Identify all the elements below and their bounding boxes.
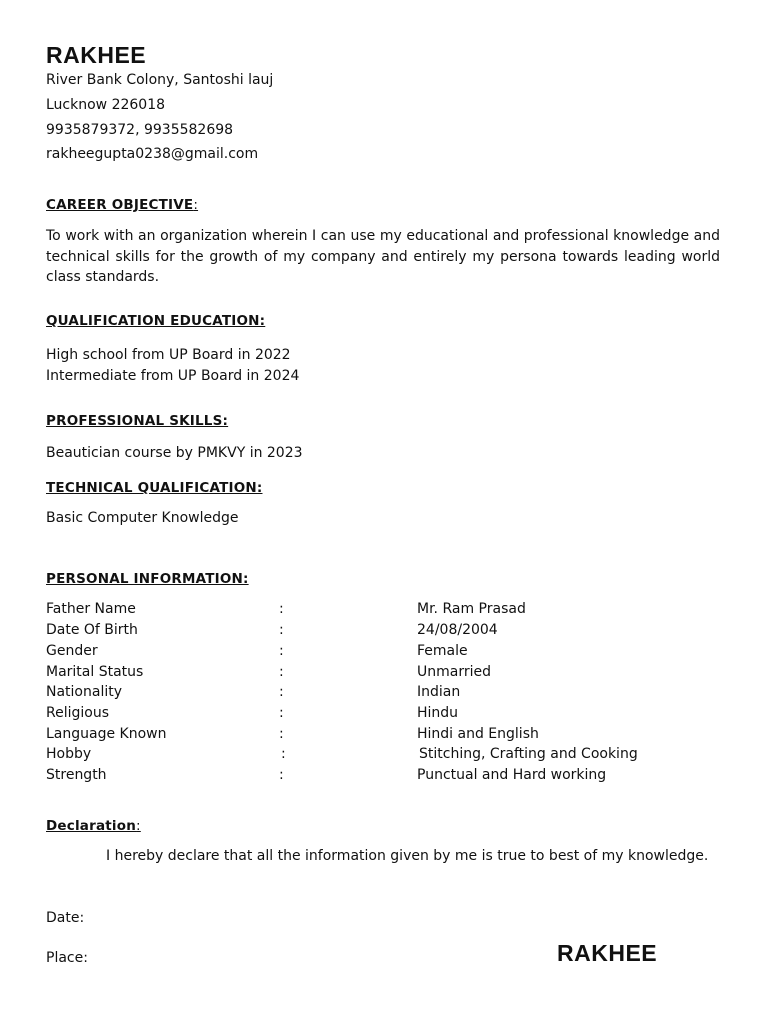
row-value: Mr. Ram Prasad — [417, 601, 526, 617]
technical-qualification-text: Basic Computer Knowledge — [46, 510, 239, 526]
row-value: 24/08/2004 — [417, 622, 498, 638]
date-label: Date: — [46, 910, 85, 926]
professional-skills-text: Beautician course by PMKVY in 2023 — [46, 445, 303, 461]
row-separator: : — [279, 622, 284, 638]
phone-numbers: 9935879372, 9935582698 — [46, 122, 234, 138]
row-label: Father Name — [46, 601, 136, 617]
personal-info-row — [46, 724, 686, 745]
row-value: Hindi and English — [417, 726, 539, 742]
personal-info-row — [46, 620, 686, 641]
row-value: Unmarried — [417, 664, 491, 680]
row-separator: : — [279, 726, 284, 742]
email-address: rakheegupta0238@gmail.com — [46, 146, 259, 162]
personal-info-row — [46, 599, 686, 620]
row-separator: : — [279, 643, 284, 659]
row-value: Indian — [417, 684, 461, 700]
row-label: Strength — [46, 767, 107, 783]
personal-info-row — [46, 641, 686, 662]
career-objective-text: To work with an organization wherein I can use my educational and professional knowledge and technical skills for the growth of my company and entirely my persona towards leading world class standards. — [46, 228, 720, 285]
row-label: Marital Status — [46, 664, 144, 680]
row-value: Female — [417, 643, 468, 659]
declaration-heading: Declaration: — [46, 818, 141, 834]
address-line-2: Lucknow 226018 — [46, 97, 166, 113]
place-label: Place: — [46, 950, 88, 966]
row-label: Nationality — [46, 684, 123, 700]
declaration-text: I hereby declare that all the information given by me is true to best of my knowledge. — [106, 848, 709, 864]
personal-info-row — [46, 744, 686, 765]
row-label: Religious — [46, 705, 109, 721]
row-label: Language Known — [46, 726, 167, 742]
row-separator: : — [279, 684, 284, 700]
row-label: Date Of Birth — [46, 622, 138, 638]
personal-info-row — [46, 703, 686, 724]
career-objective-heading: CAREER OBJECTIVE: — [46, 197, 199, 213]
row-separator: : — [279, 705, 284, 721]
education-heading: QUALIFICATION EDUCATION: — [46, 313, 266, 329]
address-line-1: River Bank Colony, Santoshi lauj — [46, 72, 274, 88]
education-item: Intermediate from UP Board in 2024 — [46, 368, 300, 384]
row-separator: : — [281, 746, 286, 762]
row-separator: : — [279, 767, 284, 783]
personal-info-row — [46, 682, 686, 703]
personal-information-heading: PERSONAL INFORMATION: — [46, 571, 249, 587]
row-separator: : — [279, 664, 284, 680]
row-value: Stitching, Crafting and Cooking — [419, 746, 638, 762]
professional-skills-heading: PROFESSIONAL SKILLS: — [46, 413, 229, 429]
row-label: Gender — [46, 643, 98, 659]
personal-info-row — [46, 662, 686, 683]
personal-info-row — [46, 765, 686, 786]
education-item: High school from UP Board in 2022 — [46, 347, 291, 363]
technical-qualification-heading: TECHNICAL QUALIFICATION: — [46, 480, 263, 496]
signature-name: RAKHEE — [557, 940, 658, 966]
row-label: Hobby — [46, 746, 92, 762]
row-value: Hindu — [417, 705, 459, 721]
applicant-name: RAKHEE — [46, 42, 147, 68]
row-value: Punctual and Hard working — [417, 767, 607, 783]
row-separator: : — [279, 601, 284, 617]
